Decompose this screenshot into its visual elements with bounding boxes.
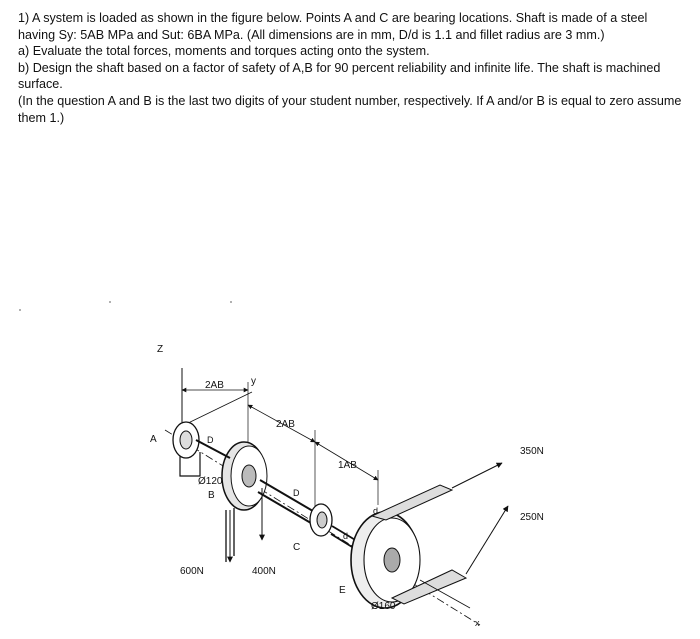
question-part-a: a) Evaluate the total forces, moments and torques acting onto the system. [18, 44, 430, 59]
point-b-label: B [208, 490, 215, 501]
y-axis-line [182, 392, 252, 426]
point-a-label: A [150, 434, 157, 445]
y-axis-label: y [251, 376, 256, 387]
bearing-a [173, 422, 200, 476]
shaft-d-left-label: D [207, 435, 214, 445]
force-400-label: 400N [252, 566, 276, 577]
gear-b [222, 442, 267, 562]
shaft-diagram [0, 280, 700, 634]
bearing-c [310, 504, 332, 536]
dia-120-label: Ø120 [198, 476, 223, 487]
dia-160-label: Ø160 [371, 601, 396, 612]
x-axis-label: x [475, 618, 480, 628]
z-axis-label: Z [157, 344, 164, 355]
force-350-label: 350N [520, 446, 544, 457]
question-statement: 1) A system is loaded as shown in the figure below. Points A and C are bearing locations. Shaft is made of a steel having Sy: 5AB MPa and Sut: 6BA MPa. (All dimensions are in mm, D/d is 1.1 and fillet radius are 3 mm.) [18, 11, 648, 42]
dim-1ab-label: 1AB [338, 460, 357, 471]
question-text [18, 10, 686, 126]
force-250-label: 250N [520, 512, 544, 523]
force-350-arrow [452, 463, 502, 488]
shaft-d-mid-label: D [293, 488, 300, 498]
dim-2ab-mid-label: 2AB [276, 419, 295, 430]
force-600-label: 600N [180, 566, 204, 577]
point-c-label: C [293, 542, 301, 553]
shaft-figure [0, 280, 700, 634]
question-note: (In the question A and B is the last two digits of your student number, respectively. If A and/or B is equal to zero assume them 1.) [18, 93, 682, 125]
force-250-arrow [466, 506, 508, 574]
shaft-d-small-label: d [343, 531, 349, 541]
shaft-d-right-label: d [373, 506, 379, 516]
question-part-b: b) Design the shaft based on a factor of safety of A,B for 90 percent reliability and infinite life. The shaft is machined surface. [18, 60, 661, 92]
point-e-label: E [339, 585, 346, 596]
pulley-e [351, 485, 466, 608]
dim-2ab-left-label: 2AB [205, 380, 224, 391]
